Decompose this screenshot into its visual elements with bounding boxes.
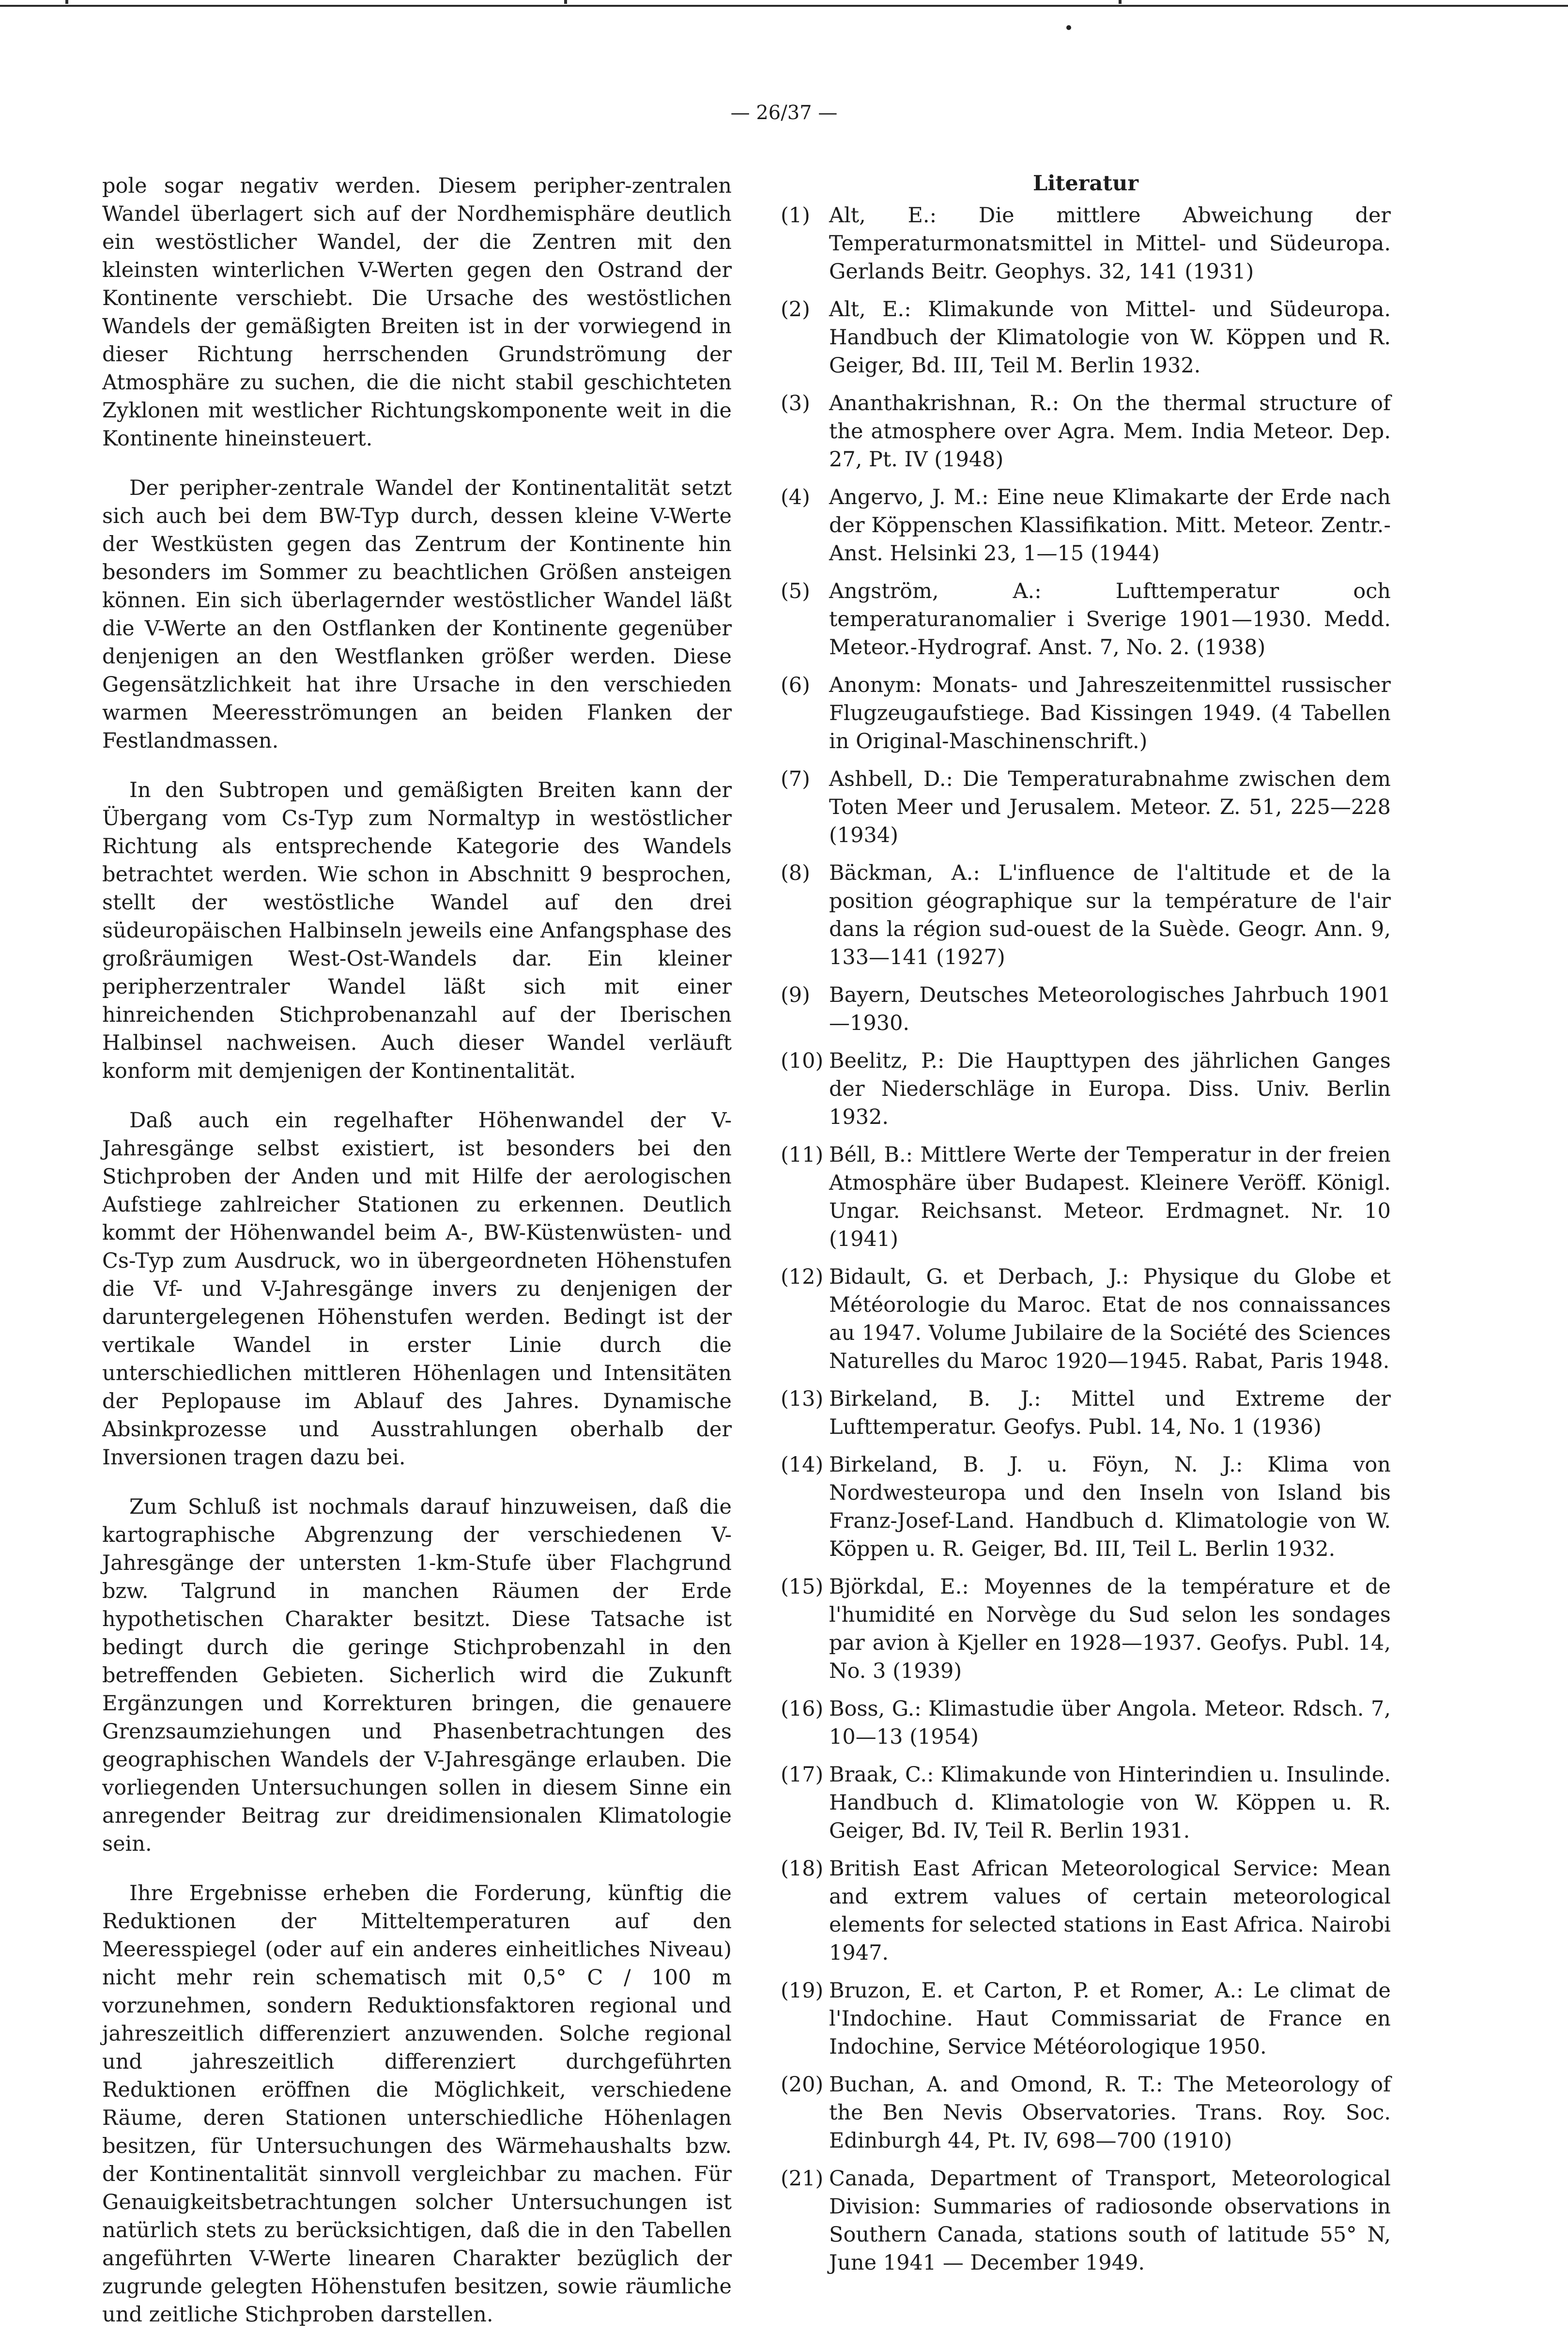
reference-entry (781, 981, 1391, 1037)
reference-number: (2) (781, 297, 810, 322)
reference-text: Buchan, A. and Omond, R. T.: The Meteorology of the Ben Nevis Observatories. Trans. Roy. Soc. Edinburgh 44, Pt. IV, 698—700 (1910) (829, 2073, 1391, 2153)
scan-top-rule (0, 5, 1568, 7)
body-paragraph: Daß auch ein regelhafter Höhenwandel der V-Jahresgänge selbst existiert, ist besonders bei den Stichproben der Anden und mit Hilfe der aerologischen Aufstiege zahlreicher Stationen zu erkennen. Deutlich kommt der Höhenwandel beim A-, BW-Küstenwüsten- und Cs-Typ zum Ausdruck, wo in übergeordneten Höhenstufen die Vf- und V-Jahresgänge invers zu denjenigen der daruntergelegenen Höhenstufen werden. Bedingt ist der vertikale Wandel in erster Linie durch die unterschiedlichen mittleren Höhenlagen und Intensitäten der Peplopause im Ablauf des Jahres. Dynamische Absinkprozesse und Ausstrahlungen oberhalb der Inversionen tragen dazu bei. (102, 1108, 732, 1470)
reference-number: (13) (781, 1387, 824, 1411)
reference-entry (781, 1385, 1391, 1441)
reference-text: Björkdal, E.: Moyennes de la température et de l'humidité en Norvège du Sud selon les sondages par avion à Kjeller en 1928—1937. Geofys. Publ. 14, No. 3 (1939) (829, 1575, 1391, 1683)
reference-entry (781, 1573, 1391, 1685)
reference-number: (1) (781, 203, 810, 228)
reference-text: Béll, B.: Mittlere Werte der Temperatur in der freien Atmosphäre über Budapest. Kleinere Veröff. Königl. Ungar. Reichsanst. Meteor. Erdmagnet. Nr. 10 (1941) (829, 1143, 1391, 1251)
reference-number: (11) (781, 1143, 824, 1167)
reference-text: Angström, A.: Lufttemperatur och temperaturanomalier i Sverige 1901—1930. Medd. Meteor.-Hydrograf. Anst. 7, No. 2. (1938) (829, 579, 1391, 660)
reference-entry (781, 2165, 1391, 2277)
reference-entry (781, 295, 1391, 380)
scan-mark (564, 0, 567, 4)
reference-entry (781, 765, 1391, 849)
page-number: — 26/37 — (730, 102, 838, 124)
reference-number: (7) (781, 767, 810, 791)
reference-number: (21) (781, 2166, 824, 2191)
references-column (781, 169, 1391, 2287)
reference-entry (781, 483, 1391, 568)
reference-number: (19) (781, 1979, 824, 2003)
scan-dot (1066, 25, 1071, 30)
reference-entry (781, 577, 1391, 661)
reference-number: (10) (781, 1049, 824, 1073)
reference-number: (12) (781, 1265, 824, 1289)
body-paragraph: Ihre Ergebnisse erheben die Forderung, künftig die Reduktionen der Mitteltemperaturen auf den Meeresspiegel (oder auf ein anderes einheitliches Niveau) nicht mehr rein schematisch mit 0,5° C / 100 m vorzunehmen, sondern Reduktionsfaktoren regional und jahreszeitlich differenziert anzuwenden. Solche regional und jahreszeitlich differenziert durchgeführten Reduktionen eröffnen die Möglichkeit, verschiedene Räume, deren Stationen unterschiedliche Höhenlagen besitzen, für Untersuchungen des Wärmehaushalts bzw. der Kontinentalität sinnvoll vergleichbar zu machen. Für Genauigkeitsbetrachtungen solcher Untersuchungen ist natürlich stets zu berücksichtigen, daß die in den Tabellen angeführten V-Werte linearen Charakter bezüglich der zugrunde gelegten Höhenstufen besitzen, sowie räumliche und zeitliche Stichproben darstellen. (102, 1881, 732, 2327)
reference-entry (781, 1047, 1391, 1131)
reference-text: Braak, C.: Klimakunde von Hinterindien u. Insulinde. Handbuch d. Klimatologie von W. Köppen u. R. Geiger, Bd. IV, Teil R. Berlin 1931. (829, 1763, 1391, 1843)
reference-list (781, 201, 1391, 2277)
reference-entry (781, 1855, 1391, 1967)
reference-number: (3) (781, 391, 810, 415)
scan-mark (1119, 0, 1122, 4)
reference-entry (781, 1141, 1391, 1253)
reference-text: Bruzon, E. et Carton, P. et Romer, A.: Le climat de l'Indochine. Haut Commissariat de France en Indochine, Service Météorologique 1950. (829, 1979, 1391, 2059)
references-heading: Literatur (1032, 171, 1139, 196)
reference-text: Bidault, G. et Derbach, J.: Physique du Globe et Météorologie du Maroc. Etat de nos connaissances au 1947. Volume Jubilaire de la Société des Sciences Naturelles du Maroc 1920—1945. Rabat, Paris 1948. (829, 1265, 1391, 1373)
reference-text: Ashbell, D.: Die Temperaturabnahme zwischen dem Toten Meer und Jerusalem. Meteor. Z. 51, 225—228 (1934) (829, 767, 1391, 847)
reference-text: Ananthakrishnan, R.: On the thermal structure of the atmosphere over Agra. Mem. India Meteor. Dep. 27, Pt. IV (1948) (829, 391, 1391, 472)
reference-number: (5) (781, 579, 810, 603)
reference-number: (14) (781, 1453, 824, 1477)
body-paragraph: Der peripher-zentrale Wandel der Kontinentalität setzt sich auch bei dem BW-Typ durch, dessen kleine V-Werte der Westküsten gegen das Zentrum der Kontinente hin besonders im Sommer zu beachtlichen Größen ansteigen können. Ein sich überlagernder westöstlicher Wandel läßt die V-Werte an den Ostflanken der Kontinente gegenüber denjenigen an den Westflanken größer werden. Diese Gegensätzlichkeit hat ihre Ursache in den verschieden warmen Meeresströmungen an beiden Flanken der Festlandmassen. (102, 476, 732, 753)
reference-text: Bäckman, A.: L'influence de l'altitude et de la position géographique sur la température de l'air dans la région sud-ouest de la Suède. Geogr. Ann. 9, 133—141 (1927) (829, 861, 1391, 969)
reference-number: (8) (781, 861, 810, 885)
reference-number: (15) (781, 1575, 824, 1599)
reference-entry (781, 1977, 1391, 2061)
left-text-column (102, 172, 732, 2350)
reference-number: (9) (781, 983, 810, 1007)
scan-mark (65, 0, 68, 4)
reference-entry (781, 1263, 1391, 1375)
reference-entry (781, 671, 1391, 755)
reference-entry (781, 859, 1391, 971)
body-paragraph: Zum Schluß ist nochmals darauf hinzuweisen, daß die kartographische Abgrenzung der verschiedenen V-Jahresgänge der untersten 1-km-Stufe über Flachgrund bzw. Talgrund in manchen Räumen der Erde hypothetischen Charakter besitzt. Diese Tatsache ist bedingt durch die geringe Stichprobenzahl in den betreffenden Gebieten. Sicherlich wird die Zukunft Ergänzungen und Korrekturen bringen, die genauere Grenzsaumziehungen und Phasenbetrachtungen des geographischen Wandels der V-Jahresgänge erlauben. Die vorliegenden Untersuchungen sollen in diesem Sinne ein anregender Beitrag zur dreidimensionalen Klimatologie sein. (102, 1495, 732, 1856)
reference-number: (18) (781, 1857, 824, 1881)
reference-entry (781, 389, 1391, 474)
reference-text: Beelitz, P.: Die Haupttypen des jährlichen Ganges der Niederschläge in Europa. Diss. Univ. Berlin 1932. (829, 1049, 1391, 1129)
reference-text: Alt, E.: Die mittlere Abweichung der Temperaturmonatsmittel in Mittel- und Südeuropa. Gerlands Beitr. Geophys. 32, 141 (1931) (829, 203, 1391, 284)
body-paragraph: In den Subtropen und gemäßigten Breiten kann der Übergang vom Cs-Typ zum Normaltyp in westöstlicher Richtung als entsprechende Kategorie des Wandels betrachtet werden. Wie schon in Abschnitt 9 besprochen, stellt der westöstliche Wandel auf den drei südeuropäischen Halbinseln jeweils eine Anfangsphase des großräumigen West-Ost-Wandels dar. Ein kleiner peripherzentraler Wandel läßt sich mit einer hinreichenden Stichprobenanzahl auf der Iberischen Halbinsel nachweisen. Auch dieser Wandel verläuft konform mit demjenigen der Kontinentalität. (102, 778, 732, 1083)
reference-text: British East African Meteorological Service: Mean and extrem values of certain meteorological elements for selected stations in East Africa. Nairobi 1947. (829, 1857, 1391, 1965)
body-paragraph: pole sogar negativ werden. Diesem peripher-zentralen Wandel überlagert sich auf der Nordhemisphäre deutlich ein westöstlicher Wandel, der die Zentren mit den kleinsten winterlichen V-Werten gegen den Ostrand der Kontinente verschiebt. Die Ursache des westöstlichen Wandels der gemäßigten Breiten ist in der vorwiegend in dieser Richtung herrschenden Grundströmung der Atmosphäre zu suchen, die die nicht stabil geschichteten Zyklonen mit westlicher Richtungskomponente weit in die Kontinente hineinsteuert. (102, 174, 732, 451)
reference-text: Bayern, Deutsches Meteorologisches Jahrbuch 1901—1930. (829, 983, 1391, 1035)
reference-entry (781, 1761, 1391, 1845)
reference-text: Alt, E.: Klimakunde von Mittel- und Südeuropa. Handbuch der Klimatologie von W. Köppen und R. Geiger, Bd. III, Teil M. Berlin 1932. (829, 297, 1391, 378)
reference-text: Birkeland, B. J.: Mittel und Extreme der Lufttemperatur. Geofys. Publ. 14, No. 1 (1936) (829, 1387, 1391, 1439)
reference-entry (781, 2071, 1391, 2155)
reference-number: (6) (781, 673, 810, 697)
reference-number: (17) (781, 1763, 824, 1787)
reference-entry (781, 201, 1391, 286)
reference-text: Anonym: Monats- und Jahreszeitenmittel russischer Flugzeugaufstiege. Bad Kissingen 1949. (4 Tabellen in Original-Maschinenschrift.) (829, 673, 1391, 753)
reference-text: Canada, Department of Transport, Meteorological Division: Summaries of radiosonde observations in Southern Canada, stations south of latitude 55° N, June 1941 — December 1949. (829, 2166, 1391, 2275)
reference-number: (4) (781, 485, 810, 509)
reference-entry (781, 1451, 1391, 1563)
reference-text: Angervo, J. M.: Eine neue Klimakarte der Erde nach der Köppenschen Klassifikation. Mitt. Meteor. Zentr.-Anst. Helsinki 23, 1—15 (1944) (829, 485, 1391, 566)
reference-text: Birkeland, B. J. u. Föyn, N. J.: Klima von Nordwesteuropa und den Inseln von Island bis Franz-Josef-Land. Handbuch d. Klimatologie von W. Köppen u. R. Geiger, Bd. III, Teil L. Berlin 1932. (829, 1453, 1391, 1561)
reference-number: (16) (781, 1697, 824, 1721)
reference-text: Boss, G.: Klimastudie über Angola. Meteor. Rdsch. 7, 10—13 (1954) (829, 1697, 1391, 1749)
reference-number: (20) (781, 2073, 824, 2097)
reference-entry (781, 1695, 1391, 1751)
